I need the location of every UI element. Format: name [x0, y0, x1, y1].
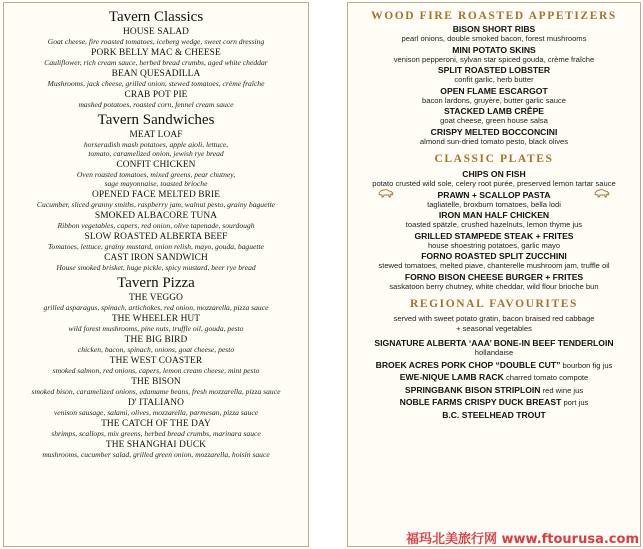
menu-item — [348, 127, 640, 147]
item-name: FORNO ROASTED SPLIT ZUCCHINI — [421, 251, 567, 261]
menu-item — [4, 335, 308, 354]
bison-icon — [594, 188, 610, 198]
item-desc: wild forest mushrooms, pine nuts, truffle oil, gouda, pesto — [68, 324, 244, 333]
item-name: FORNO BISON CHEESE BURGER + FRITES — [404, 271, 584, 282]
item-name: NOBLE FARMS CRISPY DUCK BREAST — [399, 397, 562, 407]
item-name: SLOW ROASTED ALBERTA BEEF — [84, 232, 228, 242]
menu-item — [4, 232, 308, 251]
item-name: BEAN QUESADILLA — [111, 69, 201, 79]
item-desc: House smoked brisket, huge pickle, spicy mustard, beer rye bread — [56, 263, 256, 272]
menu-item — [4, 160, 308, 188]
item-name: EWE-NIQUE LAMB RACK — [399, 372, 504, 382]
menu-item — [348, 65, 640, 85]
menu-item — [4, 69, 308, 88]
item-desc: venison sausage, salami, olives, mozzarella, parmesan, pizza sauce — [53, 408, 259, 417]
item-name: OPENED FACE MELTED BRIE — [91, 190, 221, 200]
menu-item — [348, 169, 640, 189]
item-desc: Ribbon vegetables, capers, red onion, olive tapenade, sourdough — [57, 221, 255, 230]
regional-favourites-section — [348, 297, 640, 420]
item-desc: hollandaise — [474, 348, 514, 357]
menu-item — [348, 359, 640, 371]
menu-item — [4, 211, 308, 230]
menu-item — [348, 371, 640, 383]
item-name: SMOKED ALBACORE TUNA — [94, 211, 218, 221]
item-desc: toasted spätzle, crushed hazelnuts, lemon thyme jus — [405, 220, 583, 229]
section-title: Tavern Sandwiches — [97, 112, 215, 128]
item-desc: mushrooms, cucumber salad, grilled green onion, mozzarella, hoisin sauce — [42, 450, 270, 459]
item-desc: potato crusted wild sole, celery root purée, preserved lemon tartar sauce — [372, 179, 616, 188]
menu-item — [348, 396, 640, 408]
menu-item — [348, 45, 640, 65]
item-name: SPRINGBANK BISON STRIPLOIN — [404, 384, 541, 395]
item-desc: shrimps, scallops, mix greens, herbed bread crumbs, marinara sauce — [51, 429, 261, 438]
item-desc: charred tomato compote — [503, 373, 589, 382]
item-desc: Cucumber, sliced granny smiths, raspberry jam, walnut pesto, grainy baguette — [36, 200, 276, 209]
item-name: THE CATCH OF THE DAY — [101, 419, 211, 429]
item-desc: venison pepperoni, sylvan star spiced gouda, crème fraîche — [393, 54, 595, 64]
item-desc: smoked salmon, red onions, capers, lemon cream cheese, mint pesto — [52, 366, 260, 375]
item-desc: Cauliflower, rich cream sauce, herbed bread crumbs, aged white cheddar — [44, 58, 268, 67]
item-name: THE WHEELER HUT — [111, 314, 201, 324]
item-desc: chicken, bacon, spinach, onions, goat cheese, pesto — [77, 345, 235, 354]
item-name: THE BISON — [131, 377, 181, 387]
item-desc: smoked bison, caramelized onions, edamame beans, fresh mozzarella, pizza sauce — [31, 387, 281, 396]
item-desc: Goat cheese, fire roasted tomatoes, iceberg wedge, sweet corn dressing — [47, 37, 265, 46]
item-name: MINI POTATO SKINS — [452, 44, 536, 55]
item-desc: tagliatelle, broxburn tomatoes, bella lodi — [427, 199, 561, 209]
site-watermark: 福玛北美旅行网 www.ftourusa.com — [405, 532, 639, 547]
item-name: THE VEGGO — [128, 293, 184, 303]
item-name: STACKED LAMB CRÊPE — [443, 106, 545, 116]
menu-item — [4, 377, 308, 396]
item-name: THE SHANGHAI DUCK — [105, 440, 207, 450]
item-desc: grilled asparagus, spinach, artichokes, red onion, mozzarella, pizza sauce — [43, 303, 269, 312]
section-title: CLASSIC PLATES — [434, 153, 554, 165]
item-name: SIGNATURE ALBERTA ‘AAA’ BONE-IN BEEF TENDERLOIN — [374, 338, 614, 348]
item-name: CRAB POT PIE — [124, 90, 188, 100]
item-desc: port jus — [561, 398, 589, 407]
menu-item — [348, 231, 640, 251]
item-desc: house shoestring potatoes, garlic mayo — [427, 240, 561, 250]
menu-item — [4, 314, 308, 333]
item-name: GRILLED STAMPEDE STEAK + FRITES — [414, 230, 574, 241]
regional-rows — [348, 359, 640, 421]
menu-item — [348, 384, 640, 396]
item-desc: mashed potatoes, roasted corn, fennel cream sauce — [78, 100, 234, 109]
menu-item — [348, 338, 640, 358]
item-name: HOUSE SALAD — [123, 27, 189, 37]
item-desc: goat cheese, green house salsa — [440, 116, 548, 125]
menu-item — [348, 106, 640, 126]
item-desc: bourbon fig jus — [560, 360, 613, 370]
right-menu-panel — [347, 2, 641, 547]
appetizers-section — [348, 9, 640, 146]
item-name: MEAT LOAF — [129, 130, 183, 140]
item-desc: Tomatoes, lettuce, grainy mustard, onion relish, mayo, gouda, baguette — [48, 242, 264, 251]
item-name: B.C. STEELHEAD TROUT — [442, 409, 546, 420]
item-desc: tomato, caramelized onion, jewish rye bread — [88, 149, 224, 158]
menu-item — [4, 130, 308, 158]
menu-item — [348, 251, 640, 271]
menu-item — [4, 419, 308, 438]
item-name: BROEK ACRES PORK CHOP “DOUBLE CUT” — [375, 359, 561, 370]
menu-item — [348, 272, 640, 292]
bison-icon — [378, 188, 394, 198]
classic-plates-section — [348, 152, 640, 291]
item-desc: sage mayonnaise, toasted brioche — [104, 179, 208, 188]
menu-item — [4, 398, 308, 417]
item-name: PORK BELLY MAC & CHEESE — [91, 48, 221, 58]
menu-item — [4, 440, 308, 459]
menu-item — [4, 48, 308, 67]
section-title: WOOD FIRE ROASTED APPETIZERS — [371, 10, 617, 22]
menu-item — [4, 253, 308, 272]
item-name: CRISPY MELTED BOCCONCINI — [430, 126, 558, 137]
regional-title: REGIONAL FAVOURITES — [409, 298, 579, 310]
item-name: BISON SHORT RIBS — [452, 24, 536, 34]
item-desc: Oven roasted tomatoes, mixed greens, pear chutney, — [76, 170, 236, 179]
left-menu-panel — [3, 2, 309, 547]
item-desc: bacon lardons, gruyère, butter garlic sauce — [422, 95, 566, 105]
item-name: CHIPS ON FISH — [462, 169, 526, 179]
menu-item — [348, 86, 640, 106]
item-name: SPLIT ROASTED LOBSTER — [437, 65, 551, 75]
item-name: D' ITALIANO — [128, 398, 184, 408]
item-desc: saskatoon berry chutney, white cheddar, wild flour brioche bun — [389, 281, 599, 291]
section-title: Tavern Pizza — [117, 275, 195, 291]
item-name: THE WEST COASTER — [109, 356, 203, 366]
item-desc: horseradish mash potatoes, apple aioli, lettuce, — [83, 140, 229, 149]
regional-intro-line: + seasonal vegetables — [456, 323, 532, 333]
menu-item — [4, 293, 308, 312]
item-name: OPEN FLAME ESCARGOT — [440, 85, 548, 96]
section-title: Tavern Classics — [108, 9, 204, 25]
menu-item — [4, 90, 308, 109]
menu-item — [4, 190, 308, 209]
menu-item — [4, 356, 308, 375]
item-desc: almond sun-dried tomato pesto, black olives — [419, 136, 569, 146]
item-name: THE BIG BIRD — [124, 335, 188, 345]
item-desc: red wine jus — [540, 385, 584, 395]
menu-item — [348, 24, 640, 44]
item-desc: pearl onions, double smoked bacon, forest mushrooms — [401, 34, 587, 43]
menu-item — [4, 27, 308, 46]
item-desc: confit garlic, herb butter — [454, 75, 534, 84]
item-name: PRAWN + SCALLOP PASTA — [437, 189, 551, 200]
menu-item — [348, 409, 640, 421]
item-name: CAST IRON SANDWICH — [104, 253, 208, 263]
menu-item — [348, 210, 640, 230]
item-name: CONFIT CHICKEN — [116, 160, 196, 170]
regional-intro-line: served with sweet potato gratin, bacon braised red cabbage — [393, 314, 595, 323]
item-desc: stewed tomatoes, melted piave, chanterelle mushroom jam, truffle oil — [378, 261, 610, 270]
item-desc: Mushrooms, jack cheese, grilled onion, stewed tomatoes, crème fraîche — [47, 79, 265, 88]
item-name: IRON MAN HALF CHICKEN — [438, 210, 550, 220]
regional-intro — [348, 314, 640, 333]
